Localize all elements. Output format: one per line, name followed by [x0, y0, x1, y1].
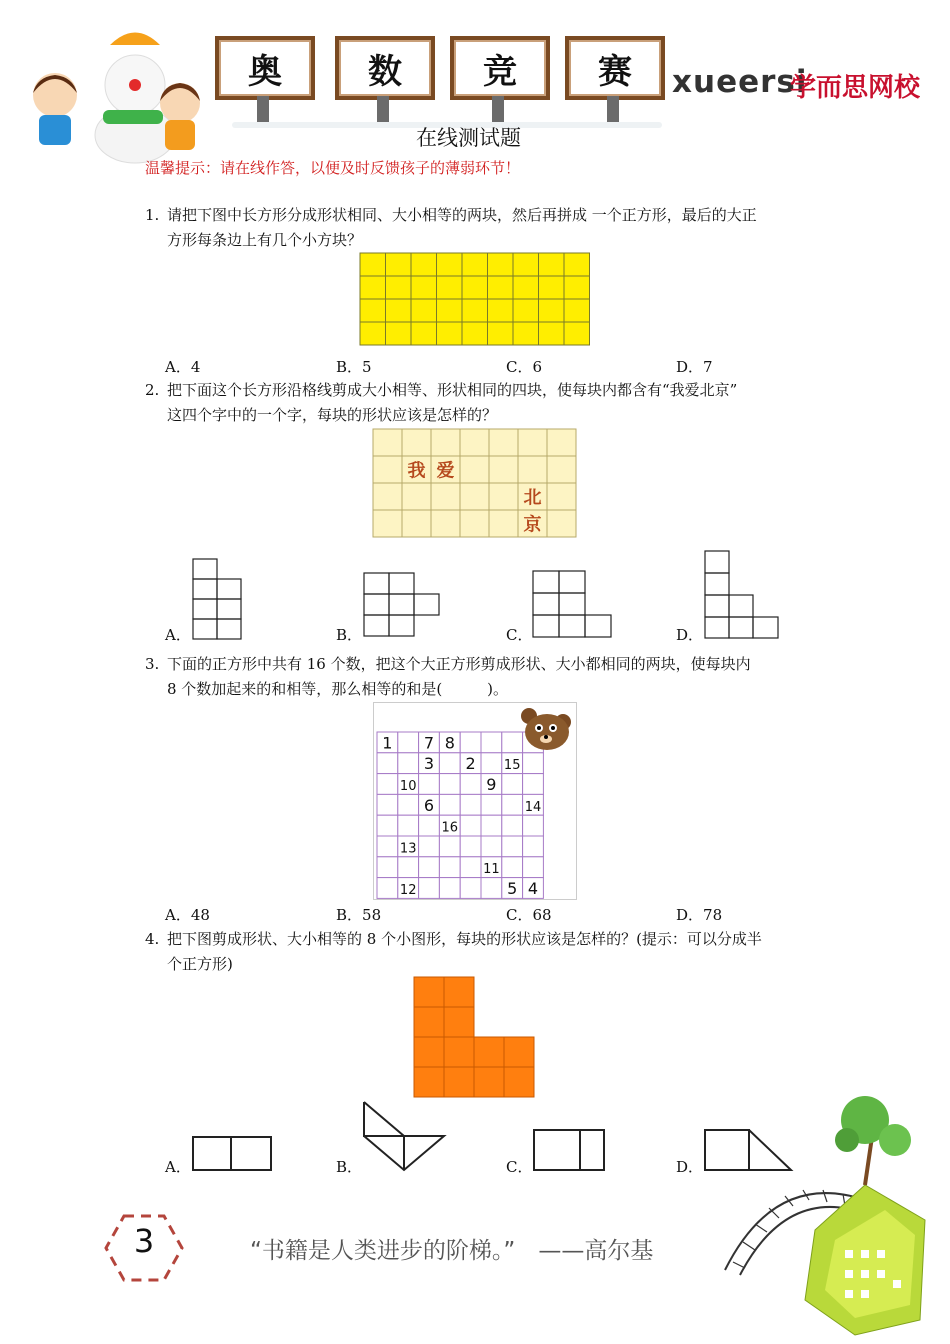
option-letter: B．	[336, 358, 363, 376]
grid-cell	[518, 429, 547, 456]
grid-cell	[489, 429, 518, 456]
grid-cell	[411, 276, 437, 299]
grid-cell	[513, 276, 539, 299]
grid-cell	[373, 510, 402, 537]
grid-cell	[539, 253, 565, 276]
grid-cell	[564, 299, 590, 322]
grid-cell	[437, 322, 463, 345]
grid-cell	[439, 836, 460, 857]
grid-cell	[481, 878, 502, 899]
grid-number: 15	[503, 758, 521, 774]
grid-cell	[462, 253, 488, 276]
grid-number: 1	[382, 733, 393, 753]
grid-cell	[460, 836, 481, 857]
grid-cell	[523, 774, 544, 795]
grid-cell	[411, 253, 437, 276]
grid-cell	[398, 857, 419, 878]
question-number: 1.	[145, 206, 160, 224]
grid-cell	[437, 276, 463, 299]
grid-cell	[360, 299, 386, 322]
q3-option-a[interactable]	[165, 904, 210, 925]
page-number: 3	[133, 1222, 155, 1260]
grid-cell	[437, 299, 463, 322]
grid-cell	[462, 299, 488, 322]
option-letter: D．	[676, 358, 704, 376]
option-letter: B．	[336, 626, 363, 644]
grid-cell	[419, 878, 440, 899]
q2-option-d[interactable]	[676, 624, 703, 645]
grid-cell	[460, 429, 489, 456]
question-text: 把下图剪成形状、大小相等的 8 个小图形，每块的形状应该是怎样的？(提示：可以分成半	[167, 930, 762, 948]
grid-cell	[431, 429, 460, 456]
sign-4-text: 赛	[598, 52, 632, 92]
option-value: 78	[703, 906, 723, 924]
grid-cell	[377, 815, 398, 836]
q1-option-a[interactable]	[165, 356, 200, 377]
q1-option-b[interactable]	[336, 356, 372, 377]
grid-character: 爱	[436, 460, 455, 482]
q2-option-c[interactable]	[506, 624, 532, 645]
option-letter: B．	[336, 906, 363, 924]
q4-option-a[interactable]	[165, 1156, 191, 1177]
option-letter: D．	[676, 906, 704, 924]
grid-cell	[547, 429, 576, 456]
grid-number: 14	[524, 799, 542, 815]
q2-shape-d	[704, 550, 782, 640]
grid-cell	[488, 276, 514, 299]
option-letter: A．	[165, 906, 191, 924]
grid-cell	[460, 794, 481, 815]
grid-character: 我	[407, 460, 426, 482]
grid-cell	[547, 483, 576, 510]
question-text: 下面的正方形中共有 16 个数，把这个大正方形剪成形状、大小都相同的两块，使每块内	[167, 655, 751, 673]
grid-cell	[488, 299, 514, 322]
grid-number: 2	[465, 754, 476, 774]
grid-cell	[398, 815, 419, 836]
grid-cell	[481, 794, 502, 815]
q2-option-a[interactable]	[165, 624, 191, 645]
question-4	[145, 927, 825, 977]
bear-icon	[515, 702, 577, 760]
grid-cell	[460, 510, 489, 537]
grid-cell	[411, 299, 437, 322]
option-letter: B．	[336, 1158, 363, 1176]
grid-cell	[419, 836, 440, 857]
grid-number: 13	[399, 841, 417, 857]
grid-cell	[489, 510, 518, 537]
sign-1-text: 奥	[248, 52, 282, 92]
grid-cell	[462, 276, 488, 299]
grid-cell	[523, 815, 544, 836]
question-text: 请把下图中长方形分成形状相同、大小相等的两块，然后再拼成 一个正方形，最后的大正	[167, 206, 757, 224]
sign-2	[335, 36, 435, 100]
sign-2-text: 数	[368, 52, 402, 92]
grid-cell	[502, 815, 523, 836]
grid-cell	[377, 836, 398, 857]
grid-cell	[431, 483, 460, 510]
grid-number: 4	[527, 879, 539, 898]
option-letter: C．	[506, 906, 533, 924]
option-letter: D．	[676, 626, 704, 644]
grid-cell	[523, 857, 544, 878]
grid-cell	[518, 456, 547, 483]
grid-cell	[386, 276, 412, 299]
grid-cell	[373, 483, 402, 510]
grid-cell	[377, 774, 398, 795]
q2-option-b[interactable]	[336, 624, 362, 645]
q2-character-grid	[372, 428, 578, 538]
q3-option-b[interactable]	[336, 904, 381, 925]
grid-cell	[539, 276, 565, 299]
grid-cell	[419, 815, 440, 836]
option-letter: A．	[165, 358, 191, 376]
grid-cell	[513, 322, 539, 345]
grid-cell	[398, 732, 419, 753]
grid-cell	[402, 483, 431, 510]
grid-cell	[488, 322, 514, 345]
option-value: 68	[532, 906, 552, 924]
question-number: 3.	[145, 655, 160, 673]
q4-shape-b	[362, 1100, 448, 1172]
grid-cell	[547, 510, 576, 537]
grid-cell	[488, 253, 514, 276]
grid-cell	[373, 429, 402, 456]
grid-cell	[439, 774, 460, 795]
option-letter: D．	[676, 1158, 704, 1176]
grid-cell	[377, 857, 398, 878]
option-letter: C．	[506, 358, 533, 376]
grid-cell	[564, 253, 590, 276]
q4-shape-a	[192, 1136, 274, 1172]
grid-cell	[502, 836, 523, 857]
q1-option-d[interactable]	[676, 356, 713, 377]
grid-cell	[360, 276, 386, 299]
grid-cell	[377, 878, 398, 899]
grid-cell	[377, 753, 398, 774]
grid-cell	[462, 322, 488, 345]
grid-cell	[386, 322, 412, 345]
question-text: 这四个字中的一个字，每块的形状应该是怎样的？	[167, 406, 498, 424]
q4-orange-l-shape	[413, 976, 537, 1100]
grid-cell	[502, 794, 523, 815]
q2-shape-a	[192, 558, 242, 640]
grid-character: 北	[523, 487, 542, 509]
grid-cell	[460, 774, 481, 795]
grid-cell	[460, 857, 481, 878]
grid-cell	[439, 878, 460, 899]
grid-cell	[386, 299, 412, 322]
grid-number: 8	[444, 733, 455, 753]
grid-cell	[360, 322, 386, 345]
grid-cell	[564, 276, 590, 299]
brand-logo-cn: 学而思网校	[790, 73, 921, 103]
question-number: 2.	[145, 381, 160, 399]
option-letter: C．	[506, 1158, 533, 1176]
brand-logo-latin: xueersi	[672, 64, 808, 100]
grid-cell	[419, 857, 440, 878]
grid-number: 5	[507, 879, 518, 898]
grid-cell	[377, 794, 398, 815]
grid-cell	[419, 774, 440, 795]
option-value: 4	[190, 358, 201, 376]
grid-cell	[513, 253, 539, 276]
question-number: 4.	[145, 930, 160, 948]
grid-cell	[460, 732, 481, 753]
grid-cell	[547, 456, 576, 483]
question-1	[145, 203, 825, 253]
grid-cell	[481, 815, 502, 836]
grid-number: 6	[423, 795, 435, 815]
grid-number: 3	[423, 754, 435, 774]
grid-number: 16	[441, 820, 459, 836]
tip-text: 温馨提示：请在线作答，以便及时反馈孩子的薄弱环节！	[145, 159, 521, 177]
grid-cell	[360, 253, 386, 276]
q4-shape-c	[532, 1128, 606, 1172]
grid-cell	[439, 857, 460, 878]
option-value: 58	[362, 906, 382, 924]
q2-shape-c	[532, 570, 614, 638]
grid-cell	[539, 299, 565, 322]
grid-cell	[502, 774, 523, 795]
option-value: 48	[190, 906, 210, 924]
q3-option-d[interactable]	[676, 904, 722, 925]
question-2	[145, 378, 825, 428]
grid-number: 7	[423, 733, 435, 753]
question-text: 个正方形)	[167, 955, 233, 973]
grid-cell	[481, 753, 502, 774]
grid-cell	[431, 510, 460, 537]
sign-3-text: 竞	[483, 52, 517, 92]
sign-4	[565, 36, 665, 100]
grid-cell	[513, 299, 539, 322]
grid-cell	[439, 753, 460, 774]
grid-number: 11	[483, 862, 500, 878]
kids-snowman-illustration	[15, 15, 215, 165]
q4-option-d[interactable]	[676, 1156, 703, 1177]
grid-cell	[373, 456, 402, 483]
grid-cell	[489, 456, 518, 483]
grid-cell	[402, 429, 431, 456]
grid-cell	[564, 322, 590, 345]
grid-cell	[523, 836, 544, 857]
option-value: 5	[362, 358, 372, 376]
grid-character: 京	[523, 514, 542, 536]
question-3	[145, 652, 825, 702]
grid-cell	[481, 732, 502, 753]
grid-cell	[539, 322, 565, 345]
grid-cell	[481, 836, 502, 857]
sign-3	[450, 36, 550, 100]
sign-1	[215, 36, 315, 100]
grid-cell	[398, 794, 419, 815]
grid-number: 12	[399, 883, 417, 898]
q1-option-c[interactable]	[506, 356, 542, 377]
grid-cell	[398, 753, 419, 774]
footer-quote: “书籍是人类进步的阶梯。” ——高尔基	[250, 1238, 654, 1264]
grid-number: 10	[399, 779, 417, 794]
q1-yellow-grid	[359, 252, 591, 347]
grid-cell	[460, 456, 489, 483]
grid-cell	[489, 483, 518, 510]
grid-cell	[502, 857, 523, 878]
option-letter: A．	[165, 626, 191, 644]
question-text: 方形每条边上有几个小方块？	[167, 231, 363, 249]
grid-cell	[437, 253, 463, 276]
q4-option-c[interactable]	[506, 1156, 532, 1177]
option-value: 6	[532, 358, 543, 376]
q4-option-b[interactable]	[336, 1156, 362, 1177]
question-text: 8 个数加起来的和相等，那么相等的和是( )。	[167, 680, 509, 698]
grid-cell	[402, 510, 431, 537]
option-letter: A．	[165, 1158, 191, 1176]
q2-shape-b	[363, 572, 441, 638]
grid-cell	[439, 794, 460, 815]
grid-cell	[460, 815, 481, 836]
page-title: 在线测试题	[416, 126, 521, 150]
grid-cell	[460, 483, 489, 510]
q3-option-c[interactable]	[506, 904, 552, 925]
grid-cell	[460, 878, 481, 899]
grid-cell	[411, 322, 437, 345]
grid-cell	[386, 253, 412, 276]
question-text: 把下面这个长方形沿格线剪成大小相等、形状相同的四块，使每块内都含有“我爱北京”	[167, 381, 738, 399]
option-value: 7	[703, 358, 713, 376]
tree-building-illustration	[715, 1090, 940, 1340]
grid-number: 9	[486, 775, 497, 794]
option-letter: C．	[506, 626, 533, 644]
